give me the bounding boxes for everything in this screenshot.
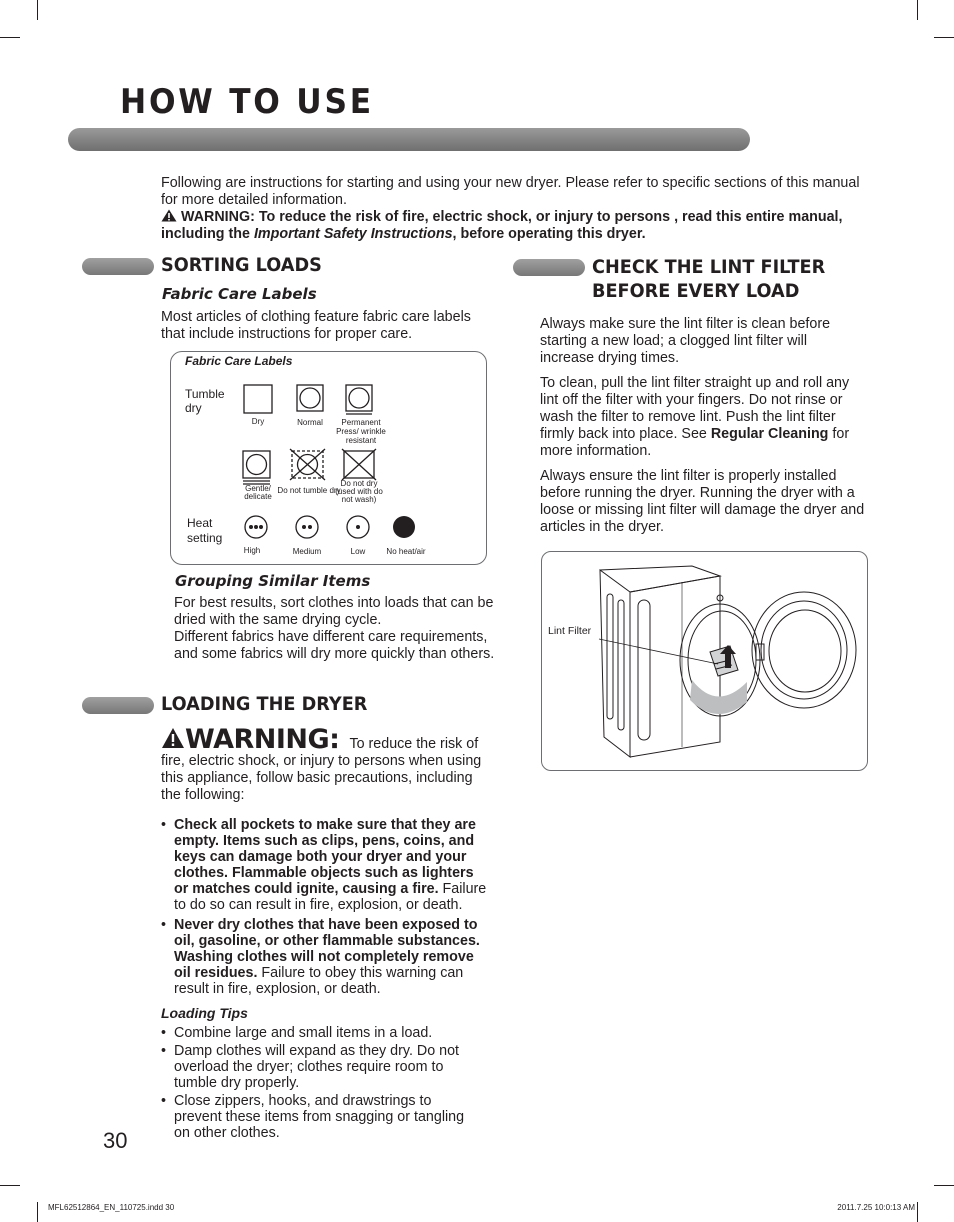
caption-gentle: Gentle/ delicate <box>244 484 272 501</box>
page-number: 30 <box>103 1128 128 1153</box>
high-heat-symbol-icon <box>245 516 267 538</box>
care-box-title: Fabric Care Labels <box>185 354 293 368</box>
caption-medium: Medium <box>292 547 322 556</box>
warning-triangle-icon <box>161 209 177 222</box>
intro-warning-prefix: WARNING: To reduce the risk of fire, electric shock, or injury to persons , read this entire manual, including the <box>161 209 843 242</box>
caption-high: High <box>243 546 261 555</box>
intro-warning-suffix: , before operating this dryer. <box>452 226 646 242</box>
loading-tips-heading: Loading Tips <box>161 1005 248 1021</box>
lint-filter-label: Lint Filter <box>548 625 592 637</box>
intro-text: Following are instructions for starting and using your new dryer. Please refer to specific sections of this manual for more detailed information. <box>161 175 860 208</box>
care-symbols <box>171 352 486 564</box>
intro-warning-italic: Important Safety Instructions <box>253 226 453 242</box>
list-item: • Damp clothes will expand as they dry. Do not overload the dryer; clothes require room to tumble dry properly. <box>161 1043 476 1091</box>
crop-mark <box>917 1202 918 1222</box>
bullet-bold: Never dry clothes that have been exposed to oil, gasoline, or other flammable substances. Washing clothes will not completely remove oil residues. <box>174 917 480 981</box>
caption-permanent-press: Permanent Press/ wrinkle resistant <box>336 418 386 445</box>
crop-mark <box>37 0 38 20</box>
lint-heading <box>592 255 825 303</box>
crop-mark <box>934 37 954 38</box>
normal-symbol-icon <box>297 385 323 411</box>
grouping-section <box>174 595 499 663</box>
warning-text: To reduce the risk of fire, electric shock, or injury to persons when using this appliance, follow basic precautions, including the following: <box>161 736 482 803</box>
list-item: • Close zippers, hooks, and drawstrings to prevent these items from snagging or tangling on other clothes. <box>161 1093 476 1141</box>
caption-normal: Normal <box>297 418 323 427</box>
lint-para-1: Always make sure the lint filter is clean before starting a new load; a clogged lint filter will increase drying times. <box>540 316 831 366</box>
section-pill <box>82 697 154 714</box>
lint-section <box>540 316 865 536</box>
fabric-care-text <box>161 309 496 343</box>
lint-para-3: Always ensure the lint filter is properly installed before running the dryer. Running the dryer with a loose or missing lint filter will damage the dryer and articles in the dryer. <box>540 468 865 535</box>
list-item: • Combine large and small items in a load. <box>161 1025 476 1041</box>
heat-setting-label: Heat setting <box>187 516 223 545</box>
dryer-illustration <box>542 552 867 770</box>
loading-warning <box>161 724 483 804</box>
lint-heading-line1: CHECK THE LINT FILTER <box>592 256 826 278</box>
low-heat-symbol-icon <box>347 516 369 538</box>
caption-dry: Dry <box>251 417 265 426</box>
gentle-symbol-icon <box>243 451 270 484</box>
crop-mark <box>37 1202 38 1222</box>
lint-para-2-prefix: To clean, pull the lint filter straight up and roll any lint off the filter with your fingers. Do not rinse or wash the filter to remove lint. Push the lint filter firmly back into place. See <box>540 375 850 442</box>
crop-mark <box>934 1185 954 1186</box>
list-item <box>161 917 491 997</box>
warning-word: WARNING: <box>185 724 340 755</box>
lint-para-2-bold: Regular Cleaning <box>710 426 829 442</box>
sorting-heading: SORTING LOADS <box>161 254 322 276</box>
lint-heading-line2: BEFORE EVERY LOAD <box>592 280 800 302</box>
footer-timestamp: 2011.7.25 10:0:13 AM <box>837 1203 915 1212</box>
grouping-text-2: Different fabrics have different care requirements, and some fabrics will dry more quickly than others. <box>174 629 495 662</box>
list-item <box>161 817 491 913</box>
fabric-care-box <box>170 351 487 565</box>
crop-mark <box>0 37 20 38</box>
lint-para-2 <box>540 375 865 460</box>
grouping-text: For best results, sort clothes into loads that can be dried with the same drying cycle. <box>174 595 494 628</box>
no-heat-symbol-icon <box>393 516 415 538</box>
intro-warning <box>161 209 861 243</box>
footer-file: MFL62512864_EN_110725.indd 30 <box>48 1203 175 1212</box>
section-pill <box>513 259 585 276</box>
fabric-care-paragraph: Most articles of clothing feature fabric care labels that include instructions for proper care. <box>161 309 471 342</box>
caption-low: Low <box>350 547 366 556</box>
caption-no-heat: No heat/air <box>386 547 426 556</box>
grouping-heading: Grouping Similar Items <box>175 572 371 590</box>
warning-triangle-icon <box>161 727 185 749</box>
crop-mark <box>917 0 918 20</box>
intro-section <box>161 175 861 243</box>
tumble-dry-label: Tumble dry <box>185 387 225 415</box>
medium-heat-symbol-icon <box>296 516 318 538</box>
lint-para-2-suffix: for more information. <box>540 426 850 459</box>
header-bar <box>68 128 750 151</box>
crop-mark <box>0 1185 20 1186</box>
loading-bullets <box>161 817 491 1143</box>
bullet-normal: Failure to do so can result in fire, explosion, or death. <box>174 881 487 913</box>
permanent-press-symbol-icon <box>346 385 372 414</box>
page-title: HOW TO USE <box>120 82 374 122</box>
fabric-care-heading: Fabric Care Labels <box>162 285 317 303</box>
dryer-figure <box>541 551 868 771</box>
caption-do-not-tumble: Do not tumble dry <box>277 486 341 495</box>
dry-symbol-icon <box>244 385 272 413</box>
bullet-normal: Failure to obey this warning can result in fire, explosion, or death. <box>174 965 464 997</box>
do-not-dry-symbol-icon <box>342 449 376 480</box>
bullet-bold: Check all pockets to make sure that they are empty. Items such as clips, pens, coins, and keys can damage both your dryer and your clothes. Flammable objects such as lighters or matches could ignite, causing a fire. <box>174 817 476 897</box>
loading-heading: LOADING THE DRYER <box>161 693 368 715</box>
caption-do-not-dry: Do not dry (used with do not wash) <box>335 479 383 504</box>
do-not-tumble-dry-symbol-icon <box>290 449 325 480</box>
section-pill <box>82 258 154 275</box>
